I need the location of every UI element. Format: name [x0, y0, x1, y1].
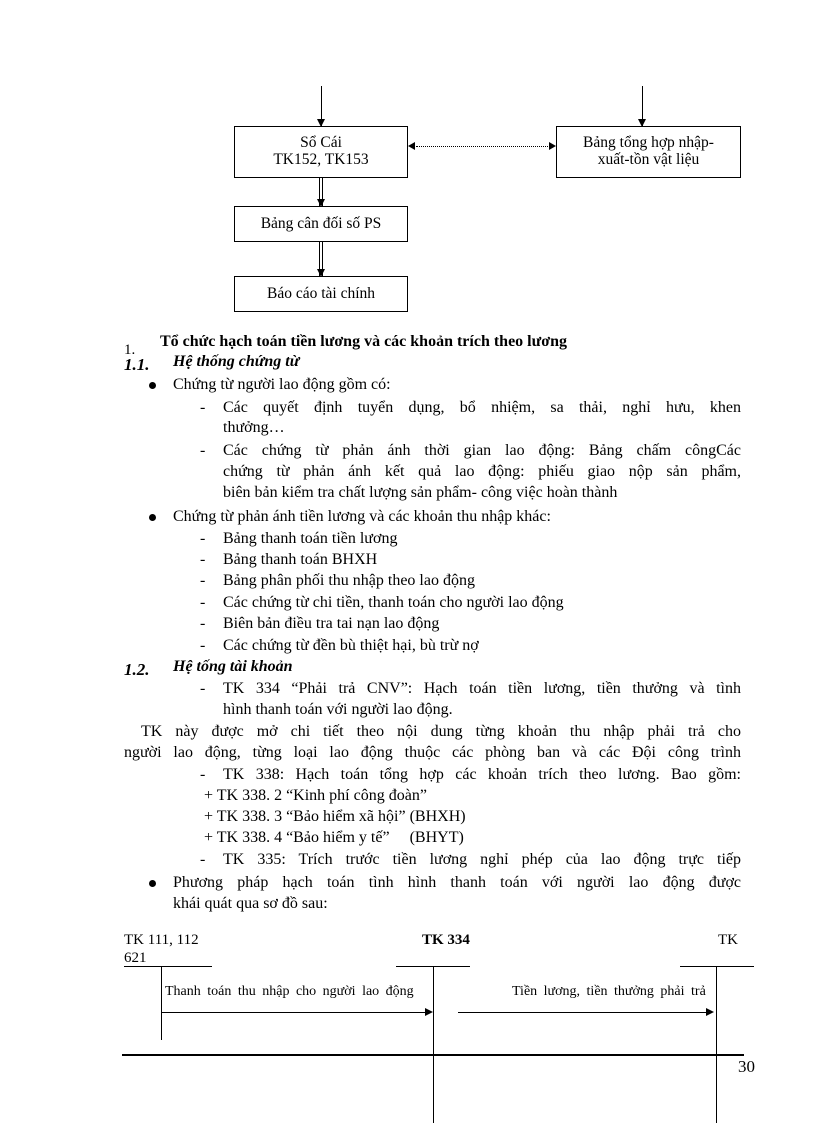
dash: -: [200, 637, 206, 654]
bullet1-text: Chứng từ người lao động gồm có:: [173, 376, 391, 393]
center-account: TK 334: [422, 932, 470, 948]
b1-item1-line1: Các quyết định tuyển dụng, bổ nhiệm, sa thải, nghỉ hưu, khen: [223, 399, 741, 416]
bullet-dot: [149, 382, 156, 389]
page-number: 30: [738, 1057, 755, 1076]
s12-sub1: + TK 338. 2 “Kinh phí công đoàn”: [204, 787, 427, 804]
right-flow-arrowhead: [706, 1008, 714, 1016]
b2-item: Bảng thanh toán BHXH: [223, 551, 378, 568]
dotted-connector-left-arrow: [408, 142, 415, 150]
s12-sub3: + TK 338. 4 “Bảo hiểm y tế” (BHYT): [204, 829, 464, 846]
left-account-vline: [161, 966, 162, 1040]
dash: -: [200, 680, 206, 697]
b2-item: Bảng phân phối thu nhập theo lao động: [223, 572, 475, 589]
left-flow-arrow-line: [161, 1012, 425, 1013]
bao-cao-box: [234, 276, 408, 312]
footer-rule: [122, 1054, 744, 1056]
left-flow-arrowhead: [425, 1008, 433, 1016]
bullet2-text: Chứng từ phản ánh tiền lương và các khoản thu nhập khác:: [173, 508, 551, 525]
dotted-connector-right-arrow: [549, 142, 556, 150]
s12-bullet-line2: khái quát qua sơ đồ sau:: [173, 895, 328, 912]
b2-item: Các chứng từ chi tiền, thanh toán cho người lao động: [223, 594, 564, 611]
s12-item1-line2: hình thanh toán với người lao động.: [223, 701, 453, 718]
b1-item2-line2: chứng từ phản ánh kết quả lao động: phiếu giao nộp sản phẩm,: [223, 463, 741, 480]
left-account-underline: [124, 966, 212, 967]
bang-can-doi-box: [234, 206, 408, 242]
dotted-connector: [416, 146, 548, 147]
section12-title: Hệ tống tài khoản: [173, 658, 293, 675]
s12-para-line1: TK này được mở chi tiết theo nội dung từng khoản thu nhập phải trả cho: [141, 723, 741, 740]
dash: -: [200, 399, 206, 416]
b1-item1-line2: thưởng…: [223, 419, 285, 436]
bang-can-doi-label: Bảng cân đối số PS: [260, 215, 382, 232]
so-cai-box: [234, 126, 408, 178]
s12-sub2: + TK 338. 3 “Bảo hiểm xã hội” (BHXH): [204, 808, 466, 825]
dash: -: [200, 594, 206, 611]
left-account-line1: TK 111, 112: [124, 932, 199, 948]
bao-cao-label: Báo cáo tài chính: [266, 285, 376, 302]
b2-item: Bảng thanh toán tiền lương: [223, 530, 398, 547]
right-account-vline: [716, 966, 717, 1123]
s12-item1-line1: TK 334 “Phải trả CNV”: Hạch toán tiền lương, tiền thưởng và tình: [223, 680, 741, 697]
s12-bullet-line1: Phương pháp hạch toán tình hình thanh toán với người lao động được: [173, 874, 741, 891]
dash: -: [200, 442, 206, 459]
right-flow-label: Tiền lương, tiền thưởng phải trả: [512, 984, 706, 999]
right-account-underline: [680, 966, 754, 967]
section1-number: 1.: [124, 342, 136, 358]
bang-tong-hop-line1: Bảng tổng hợp nhập-: [583, 134, 714, 151]
left-account-line2: 621: [124, 950, 147, 966]
bullet-dot: [149, 514, 156, 521]
bullet-dot: [149, 880, 156, 887]
b2-item: Các chứng từ đền bù thiệt hại, bù trừ nợ: [223, 637, 479, 654]
section11-title: Hệ thống chứng từ: [173, 353, 300, 370]
center-account-vline: [433, 966, 434, 1123]
bang-tong-hop-box: [556, 126, 741, 178]
section11-number: 1.1.: [124, 355, 150, 374]
dash: -: [200, 615, 206, 632]
dash: -: [200, 572, 206, 589]
b1-item2-line3: biên bản kiểm tra chất lượng sản phẩm- công việc hoàn thành: [223, 484, 618, 501]
right-account: TK: [718, 932, 738, 948]
right-flow-arrow-line: [458, 1012, 708, 1013]
dash: -: [200, 530, 206, 547]
dash: -: [200, 551, 206, 568]
left-flow-label: Thanh toán thu nhập cho người lao động: [165, 984, 414, 999]
s12-item2: TK 338: Hạch toán tổng hợp các khoản trích theo lương. Bao gồm:: [223, 766, 741, 783]
so-cai-line1: Sổ Cái: [300, 134, 342, 151]
b1-item2-line1: Các chứng từ phản ánh thời gian lao động: Bảng chấm côngCác: [223, 442, 741, 459]
section1-title: Tổ chức hạch toán tiền lương và các khoản trích theo lương: [160, 333, 567, 350]
dash: -: [200, 851, 206, 868]
bang-tong-hop-line2: xuất-tồn vật liệu: [597, 151, 700, 168]
b2-item: Biên bản điều tra tai nạn lao động: [223, 615, 440, 632]
s12-para-line2: người lao động, từng loại lao động thuộc các phòng ban và các Đội công trình: [124, 744, 741, 761]
dash: -: [200, 766, 206, 783]
so-cai-line2: TK152, TK153: [273, 151, 369, 168]
section12-number: 1.2.: [124, 660, 150, 679]
s12-item3: TK 335: Trích trước tiền lương nghỉ phép của lao động trực tiếp: [223, 851, 741, 868]
